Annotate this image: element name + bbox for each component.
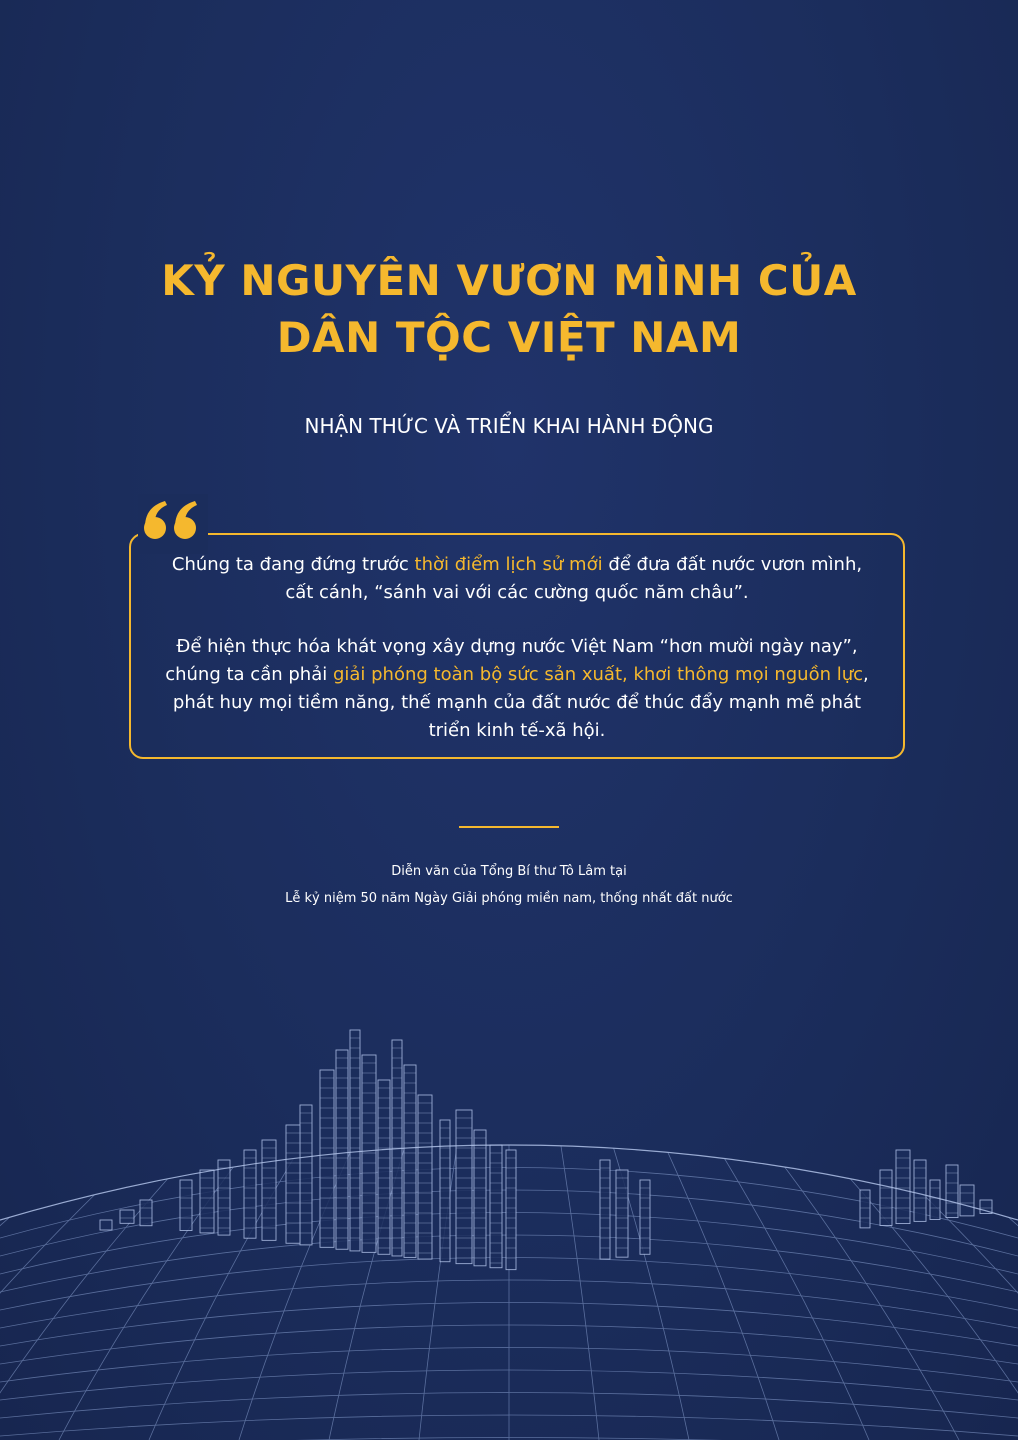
quote-text: Chúng ta đang đứng trước bbox=[171, 554, 415, 575]
globe-city-illustration bbox=[0, 1010, 1018, 1440]
title-line-2: DÂN TỘC VIỆT NAM bbox=[276, 313, 742, 362]
quote-text: Để hiện thực hóa khát vọng xây dựng nước Việt Nam “hơn mười ngày nay”, chúng ta cần phải bbox=[165, 636, 858, 685]
quote-highlight: thời điểm lịch sử mới bbox=[414, 554, 603, 575]
quote-highlight: giải phóng toàn bộ sức sản xuất, khơi thông mọi nguồn lực bbox=[332, 664, 864, 685]
attribution-line-1: Diễn văn của Tổng Bí thư Tô Lâm tại bbox=[391, 864, 627, 879]
city-skyline bbox=[100, 1030, 992, 1270]
subtitle: NHẬN THỨC VÀ TRIỂN KHAI HÀNH ĐỘNG bbox=[304, 414, 714, 438]
quote-text: để đưa đất nước vươn mình, cất cánh, “sánh vai với các cường quốc năm châu”. bbox=[285, 554, 863, 603]
quote-mark-icon bbox=[138, 494, 208, 554]
title-line-1: KỶ NGUYÊN VƯƠN MÌNH CỦA bbox=[161, 256, 857, 305]
quote-box bbox=[129, 533, 905, 759]
quote-text: , phát huy mọi tiềm năng, thế mạnh của đất nước để thúc đẩy mạnh mẽ phát triển kinh tế-xã hội. bbox=[172, 664, 869, 741]
page-title bbox=[0, 252, 1018, 366]
divider bbox=[459, 826, 559, 828]
quote-paragraph-1 bbox=[161, 551, 873, 607]
attribution-line-2: Lễ kỷ niệm 50 năm Ngày Giải phóng miền nam, thống nhất đất nước bbox=[285, 891, 733, 906]
attribution bbox=[0, 858, 1018, 912]
quote-paragraph-2 bbox=[161, 633, 873, 745]
